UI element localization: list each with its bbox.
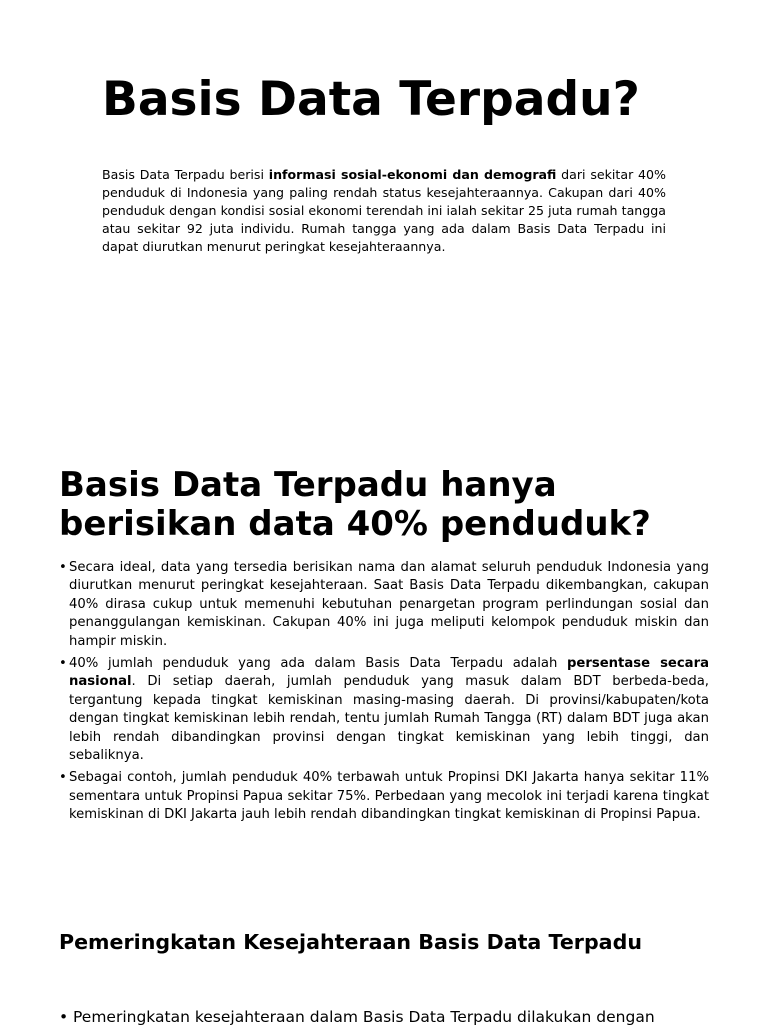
bullet-icon: • <box>59 1008 69 1026</box>
list-item <box>59 655 709 765</box>
bullet-text-part2: . Di setiap daerah, jumlah penduduk yang masuk dalam BDT berbeda-beda, tergantung kepada tingkat kemiskinan masing-masing daerah. Di provinsi/kabupaten/kota dengan tingkat kemiskinan lebih rendah, tentu jumlah Rumah Tangga (RT) dalam BDT juga akan lebih rendah dibandingkan provinsi dengan tingkat kemiskinan yang lebih tinggi, dan sebaliknya. <box>69 674 709 764</box>
bullet-list <box>59 559 709 829</box>
list-item <box>59 769 709 824</box>
bullet-icon: • <box>59 770 67 786</box>
section-title-coverage: Basis Data Terpadu hanya berisikan data 40% penduduk? <box>59 465 651 544</box>
bullet-icon: • <box>59 656 67 672</box>
bullet-text: Sebagai contoh, jumlah penduduk 40% terbawah untuk Propinsi DKI Jakarta hanya sekitar 11% sementara untuk Propinsi Papua sekitar 75%. Perbedaan yang mecolok ini terjadi karena tingkat kemiskinan di DKI Jakarta jauh lebih rendah dibandingkan tingkat kemiskinan di Propinsi Papua. <box>69 770 709 823</box>
intro-text-part1: Basis Data Terpadu berisi <box>102 167 269 182</box>
bullet-text-bold: persentase secara nasional <box>69 656 709 690</box>
list-item <box>59 559 709 651</box>
bullet-text-part1: 40% jumlah penduduk yang ada dalam Basis Data Terpadu adalah <box>69 656 567 672</box>
slide-title-main: Basis Data Terpadu? <box>102 72 640 127</box>
bullet-text: Secara ideal, data yang tersedia berisikan nama dan alamat seluruh penduduk Indonesia yang diurutkan menurut peringkat kesejahteraan. Saat Basis Data Terpadu dikembangkan, cakupan 40% dirasa cukup untuk memenuhi kebutuhan penargetan program perlindungan sosial dan penanggulangan kemiskinan. Cakupan 40% ini juga meliputi kelompok penduduk miskin dan hampir miskin. <box>69 560 709 649</box>
intro-text-bold: informasi sosial-ekonomi dan demografi <box>268 167 557 182</box>
bullet-text: Pemeringkatan kesejahteraan dalam Basis Data Terpadu dilakukan dengan <box>73 1008 655 1026</box>
intro-paragraph <box>102 166 666 256</box>
intro-text-part2: dari sekitar 40% penduduk di Indonesia yang paling rendah status kesejahteraannya. Cakupan dari 40% penduduk dengan kondisi sosial ekonomi terendah ini ialah sekitar 25 juta rumah tangga atau sekitar 92 juta individu. Rumah tangga yang ada dalam Basis Data Terpadu ini dapat diurutkan menurut peringkat kesejahteraannya. <box>102 167 667 255</box>
section-title-ranking: Pemeringkatan Kesejahteraan Basis Data Terpadu <box>59 930 642 954</box>
list-item-partial <box>59 1006 709 1028</box>
bullet-icon: • <box>59 560 67 575</box>
